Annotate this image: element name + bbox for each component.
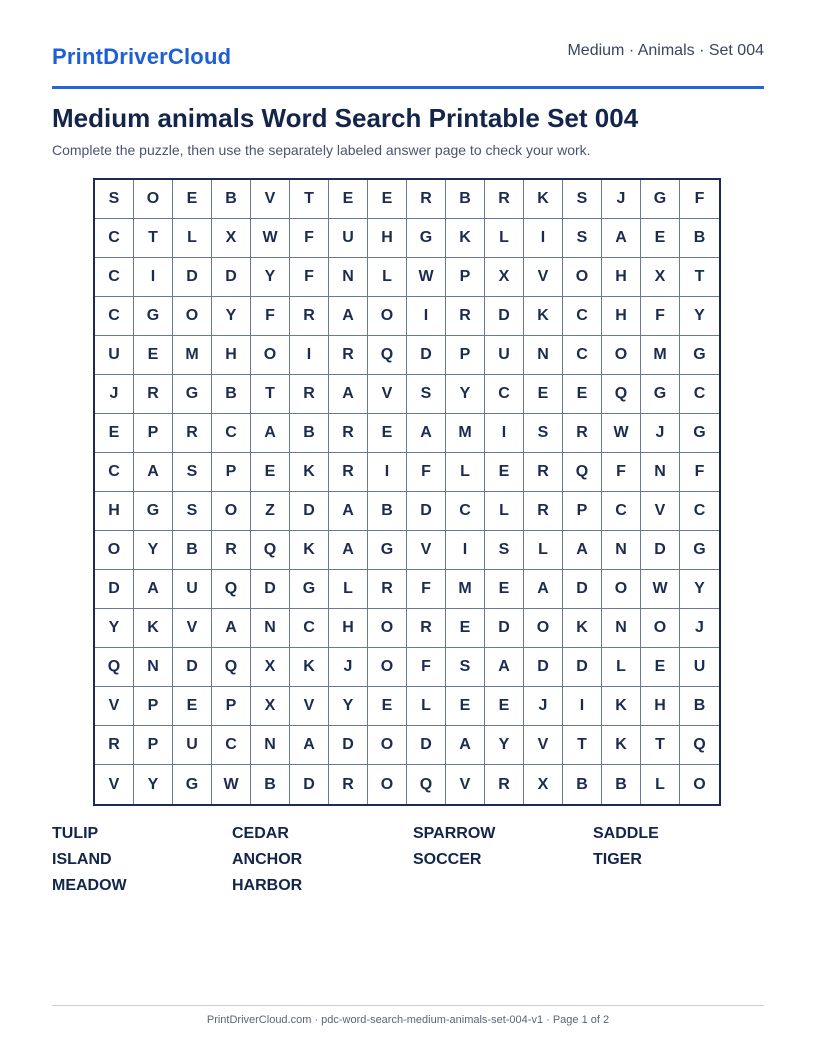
grid-cell: L [173, 219, 212, 258]
grid-cell: B [290, 414, 329, 453]
grid-cell: R [524, 492, 563, 531]
grid-cell: E [134, 336, 173, 375]
grid-cell: C [95, 219, 134, 258]
grid-cell: R [290, 375, 329, 414]
grid-cell: M [446, 570, 485, 609]
grid-cell: X [485, 258, 524, 297]
grid-cell: N [641, 453, 680, 492]
grid-cell: D [407, 726, 446, 765]
grid-cell: Q [407, 765, 446, 804]
grid-cell: P [212, 453, 251, 492]
grid-cell: K [602, 726, 641, 765]
grid-cell: I [563, 687, 602, 726]
grid-cell: A [329, 297, 368, 336]
grid-cell: D [485, 297, 524, 336]
grid-cell: V [95, 687, 134, 726]
grid-cell: E [485, 453, 524, 492]
grid-cell: N [251, 609, 290, 648]
grid-cell: L [485, 492, 524, 531]
grid-cell: O [368, 297, 407, 336]
grid-cell: X [641, 258, 680, 297]
grid-cell: T [563, 726, 602, 765]
grid-cell: J [680, 609, 719, 648]
grid-cell: S [173, 453, 212, 492]
grid-cell: B [251, 765, 290, 804]
grid-cell: K [563, 609, 602, 648]
grid-cell: T [680, 258, 719, 297]
grid-cell: R [407, 609, 446, 648]
grid-cell: D [212, 258, 251, 297]
grid-cell: V [95, 765, 134, 804]
grid-cell: T [641, 726, 680, 765]
grid-cell: A [290, 726, 329, 765]
grid-cell: P [134, 414, 173, 453]
grid-cell: W [407, 258, 446, 297]
grid-cell: L [329, 570, 368, 609]
grid-cell: G [641, 375, 680, 414]
grid-cell: K [602, 687, 641, 726]
grid-cell: B [446, 180, 485, 219]
grid-cell: U [173, 570, 212, 609]
grid-cell: G [680, 531, 719, 570]
grid-cell: F [290, 219, 329, 258]
grid-cell: C [446, 492, 485, 531]
grid-cell: C [95, 297, 134, 336]
grid-cell: V [446, 765, 485, 804]
word-list-item: SOCCER [413, 851, 482, 868]
grid-cell: O [602, 336, 641, 375]
grid-cell: O [368, 609, 407, 648]
grid-cell: G [680, 336, 719, 375]
grid-cell: U [485, 336, 524, 375]
grid-cell: D [407, 492, 446, 531]
grid-cell: O [368, 726, 407, 765]
grid-cell: Y [680, 297, 719, 336]
grid-cell: A [524, 570, 563, 609]
grid-cell: A [212, 609, 251, 648]
grid-cell: J [641, 414, 680, 453]
grid-cell: F [407, 453, 446, 492]
grid-cell: O [602, 570, 641, 609]
grid-cell: X [251, 648, 290, 687]
grid-cell: A [329, 531, 368, 570]
grid-cell: I [485, 414, 524, 453]
grid-cell: A [485, 648, 524, 687]
grid-cell: C [680, 375, 719, 414]
grid-cell: M [446, 414, 485, 453]
grid-cell: R [329, 765, 368, 804]
grid-cell: X [524, 765, 563, 804]
grid-cell: F [680, 453, 719, 492]
grid-cell: V [251, 180, 290, 219]
footer-divider [52, 1005, 764, 1006]
grid-cell: T [251, 375, 290, 414]
grid-cell: K [290, 531, 329, 570]
grid-cell: J [329, 648, 368, 687]
grid-cell: E [368, 180, 407, 219]
grid-cell: H [212, 336, 251, 375]
word-list-item: ANCHOR [232, 851, 303, 868]
grid-cell: L [407, 687, 446, 726]
grid-cell: C [563, 297, 602, 336]
grid-cell: D [524, 648, 563, 687]
grid-cell: D [485, 609, 524, 648]
grid-cell: Q [251, 531, 290, 570]
grid-cell: R [173, 414, 212, 453]
grid-cell: R [485, 180, 524, 219]
grid-cell: C [290, 609, 329, 648]
word-list-item: CEDAR [232, 825, 289, 842]
grid-cell: H [329, 609, 368, 648]
grid-cell: G [173, 765, 212, 804]
page-subtitle: Complete the puzzle, then use the separately labeled answer page to check your work. [52, 142, 591, 158]
grid-cell: O [368, 765, 407, 804]
grid-cell: H [95, 492, 134, 531]
grid-cell: B [680, 219, 719, 258]
grid-cell: U [329, 219, 368, 258]
grid-cell: Q [212, 570, 251, 609]
grid-cell: Y [95, 609, 134, 648]
grid-cell: Q [212, 648, 251, 687]
grid-cell: R [212, 531, 251, 570]
grid-cell: E [485, 570, 524, 609]
grid-cell: B [173, 531, 212, 570]
grid-cell: G [173, 375, 212, 414]
grid-cell: R [446, 297, 485, 336]
grid-cell: K [524, 297, 563, 336]
grid-cell: L [368, 258, 407, 297]
page-header [52, 0, 764, 89]
grid-cell: F [290, 258, 329, 297]
grid-cell: C [212, 726, 251, 765]
grid-cell: I [407, 297, 446, 336]
grid-cell: F [251, 297, 290, 336]
grid-cell: M [641, 336, 680, 375]
grid-cell: E [524, 375, 563, 414]
grid-cell: D [563, 648, 602, 687]
grid-cell: K [290, 648, 329, 687]
grid-cell: W [602, 414, 641, 453]
grid-cell: S [173, 492, 212, 531]
grid-cell: R [329, 453, 368, 492]
grid-cell: E [368, 414, 407, 453]
grid-cell: G [290, 570, 329, 609]
grid-cell: P [446, 336, 485, 375]
grid-cell: N [602, 531, 641, 570]
grid-cell: N [602, 609, 641, 648]
grid-cell: V [290, 687, 329, 726]
grid-cell: Y [446, 375, 485, 414]
grid-cell: B [680, 687, 719, 726]
grid-cell: V [173, 609, 212, 648]
grid-cell: Y [329, 687, 368, 726]
grid-cell: N [524, 336, 563, 375]
grid-cell: T [134, 219, 173, 258]
grid-cell: O [693, 775, 706, 793]
grid-cell: H [368, 219, 407, 258]
grid-cell: E [329, 180, 368, 219]
grid-cell: D [290, 492, 329, 531]
grid-cell: K [446, 219, 485, 258]
grid-cell: V [524, 258, 563, 297]
grid-cell: W [641, 570, 680, 609]
word-list-item: SPARROW [413, 825, 496, 842]
grid-cell: Q [95, 648, 134, 687]
grid-cell: P [446, 258, 485, 297]
grid-cell: G [368, 531, 407, 570]
grid-cell: E [251, 453, 290, 492]
grid-cell: U [173, 726, 212, 765]
grid-cell: O [563, 258, 602, 297]
grid-cell: C [602, 492, 641, 531]
grid-cell: C [485, 375, 524, 414]
grid-cell: E [446, 609, 485, 648]
grid-cell: E [95, 414, 134, 453]
grid-cell: S [95, 180, 134, 219]
grid-cell: Y [680, 570, 719, 609]
grid-cell: F [680, 180, 719, 219]
grid-cell: A [134, 453, 173, 492]
grid-cell: E [446, 687, 485, 726]
grid-cell: C [563, 336, 602, 375]
grid-cell: H [602, 258, 641, 297]
grid-cell: Y [485, 726, 524, 765]
word-list-item: MEADOW [52, 877, 127, 894]
grid-cell: A [602, 219, 641, 258]
grid-cell: W [251, 219, 290, 258]
grid-cell: R [485, 765, 524, 804]
grid-cell: F [407, 570, 446, 609]
grid-cell: U [95, 336, 134, 375]
grid-cell: X [251, 687, 290, 726]
word-list-item: TIGER [593, 851, 642, 868]
grid-cell: S [485, 531, 524, 570]
grid-cell: D [407, 336, 446, 375]
grid-cell: A [251, 414, 290, 453]
grid-cell: G [134, 297, 173, 336]
word-list-item: TULIP [52, 825, 99, 842]
grid-cell: J [602, 180, 641, 219]
grid-cell: N [329, 258, 368, 297]
grid-cell: L [485, 219, 524, 258]
grid-cell: O [212, 492, 251, 531]
grid-cell: R [524, 453, 563, 492]
word-list-item: HARBOR [232, 877, 303, 894]
grid-cell: D [251, 570, 290, 609]
grid-cell: O [134, 180, 173, 219]
grid-cell: W [212, 765, 251, 804]
grid-cell: O [368, 648, 407, 687]
grid-cell: R [134, 375, 173, 414]
grid-cell: O [524, 609, 563, 648]
grid-cell: S [446, 648, 485, 687]
grid-cell: Y [212, 297, 251, 336]
grid-cell: D [563, 570, 602, 609]
grid-cell: P [563, 492, 602, 531]
grid-cell: A [446, 726, 485, 765]
grid-cell: K [290, 453, 329, 492]
grid-cell: V [368, 375, 407, 414]
grid-cell: G [680, 414, 719, 453]
grid-cell: G [134, 492, 173, 531]
grid-cell: O [95, 531, 134, 570]
grid-cell: H [641, 687, 680, 726]
grid-cell: E [563, 375, 602, 414]
grid-cell: I [290, 336, 329, 375]
grid-cell: C [95, 453, 134, 492]
grid-cell: E [485, 687, 524, 726]
grid-cell: E [641, 648, 680, 687]
grid-cell: K [134, 609, 173, 648]
grid-cell: Y [134, 531, 173, 570]
grid-cell: S [563, 219, 602, 258]
grid-cell: F [641, 297, 680, 336]
grid-cell: K [524, 180, 563, 219]
grid-cell: Q [563, 453, 602, 492]
grid-cell: S [524, 414, 563, 453]
grid-cell: C [680, 492, 719, 531]
grid-cell: Q [602, 375, 641, 414]
grid-cell: A [407, 414, 446, 453]
grid-cell: A [134, 570, 173, 609]
grid-cell: L [602, 648, 641, 687]
grid-cell: D [641, 531, 680, 570]
grid-cell: D [95, 570, 134, 609]
grid-cell: C [95, 258, 134, 297]
grid-cell: S [407, 375, 446, 414]
grid-cell: P [134, 687, 173, 726]
grid-cell: Y [134, 765, 173, 804]
grid-cell: L [641, 765, 680, 804]
grid-cell: D [329, 726, 368, 765]
grid-cell: C [212, 414, 251, 453]
grid-cell: M [173, 336, 212, 375]
grid-cell: I [524, 219, 563, 258]
word-list-item: ISLAND [52, 851, 112, 868]
grid-cell: P [134, 726, 173, 765]
grid-cell: H [602, 297, 641, 336]
grid-cell: B [212, 375, 251, 414]
grid-cell: R [329, 336, 368, 375]
grid-cell: J [524, 687, 563, 726]
grid-cell: B [602, 765, 641, 804]
grid-cell: R [290, 297, 329, 336]
grid-cell: L [524, 531, 563, 570]
word-list-item: SADDLE [593, 825, 659, 842]
grid-cell: D [173, 648, 212, 687]
grid-cell: A [563, 531, 602, 570]
grid-cell: A [329, 492, 368, 531]
grid-cell: L [446, 453, 485, 492]
grid-cell: G [641, 180, 680, 219]
grid-cell: E [173, 687, 212, 726]
page-footer: PrintDriverCloud.com · pdc-word-search-medium-animals-set-004-v1 · Page 1 of 2 [206, 1014, 610, 1026]
grid-cell: V [524, 726, 563, 765]
grid-cell: O [641, 609, 680, 648]
grid-cell: F [602, 453, 641, 492]
grid-cell: E [641, 219, 680, 258]
grid-cell: V [407, 531, 446, 570]
grid-cell: I [134, 258, 173, 297]
grid-cell: I [446, 531, 485, 570]
grid-cell: D [290, 765, 329, 804]
grid-cell: E [173, 180, 212, 219]
grid-cell: Z [251, 492, 290, 531]
grid-cell: R [563, 414, 602, 453]
grid-cell: D [173, 258, 212, 297]
grid-cell: R [329, 414, 368, 453]
grid-cell: B [563, 765, 602, 804]
page-title: Medium animals Word Search Printable Set 004 [52, 103, 639, 133]
grid-cell: P [212, 687, 251, 726]
word-search-grid [93, 178, 721, 806]
grid-cell: G [407, 219, 446, 258]
grid-cell: S [563, 180, 602, 219]
grid-cell: B [212, 180, 251, 219]
grid-cell: B [368, 492, 407, 531]
grid-cell: O [251, 336, 290, 375]
grid-cell: U [680, 648, 719, 687]
grid-cell: I [368, 453, 407, 492]
grid-cell: J [95, 375, 134, 414]
grid-cell: X [212, 219, 251, 258]
grid-cell: V [641, 492, 680, 531]
grid-cell: Q [368, 336, 407, 375]
grid-cell: E [368, 687, 407, 726]
brand-logo[interactable]: PrintDriverCloud [52, 44, 232, 69]
grid-cell: T [290, 180, 329, 219]
grid-cell: N [251, 726, 290, 765]
grid-cell: Y [251, 258, 290, 297]
grid-cell: O [173, 297, 212, 336]
grid-cell: R [95, 726, 134, 765]
grid-cell: R [368, 570, 407, 609]
grid-cell: N [134, 648, 173, 687]
puzzle-meta: Medium · Animals · Set 004 [567, 42, 764, 59]
grid-cell: F [407, 648, 446, 687]
grid-cell: Q [680, 726, 719, 765]
grid-cell: R [407, 180, 446, 219]
grid-cell: A [329, 375, 368, 414]
